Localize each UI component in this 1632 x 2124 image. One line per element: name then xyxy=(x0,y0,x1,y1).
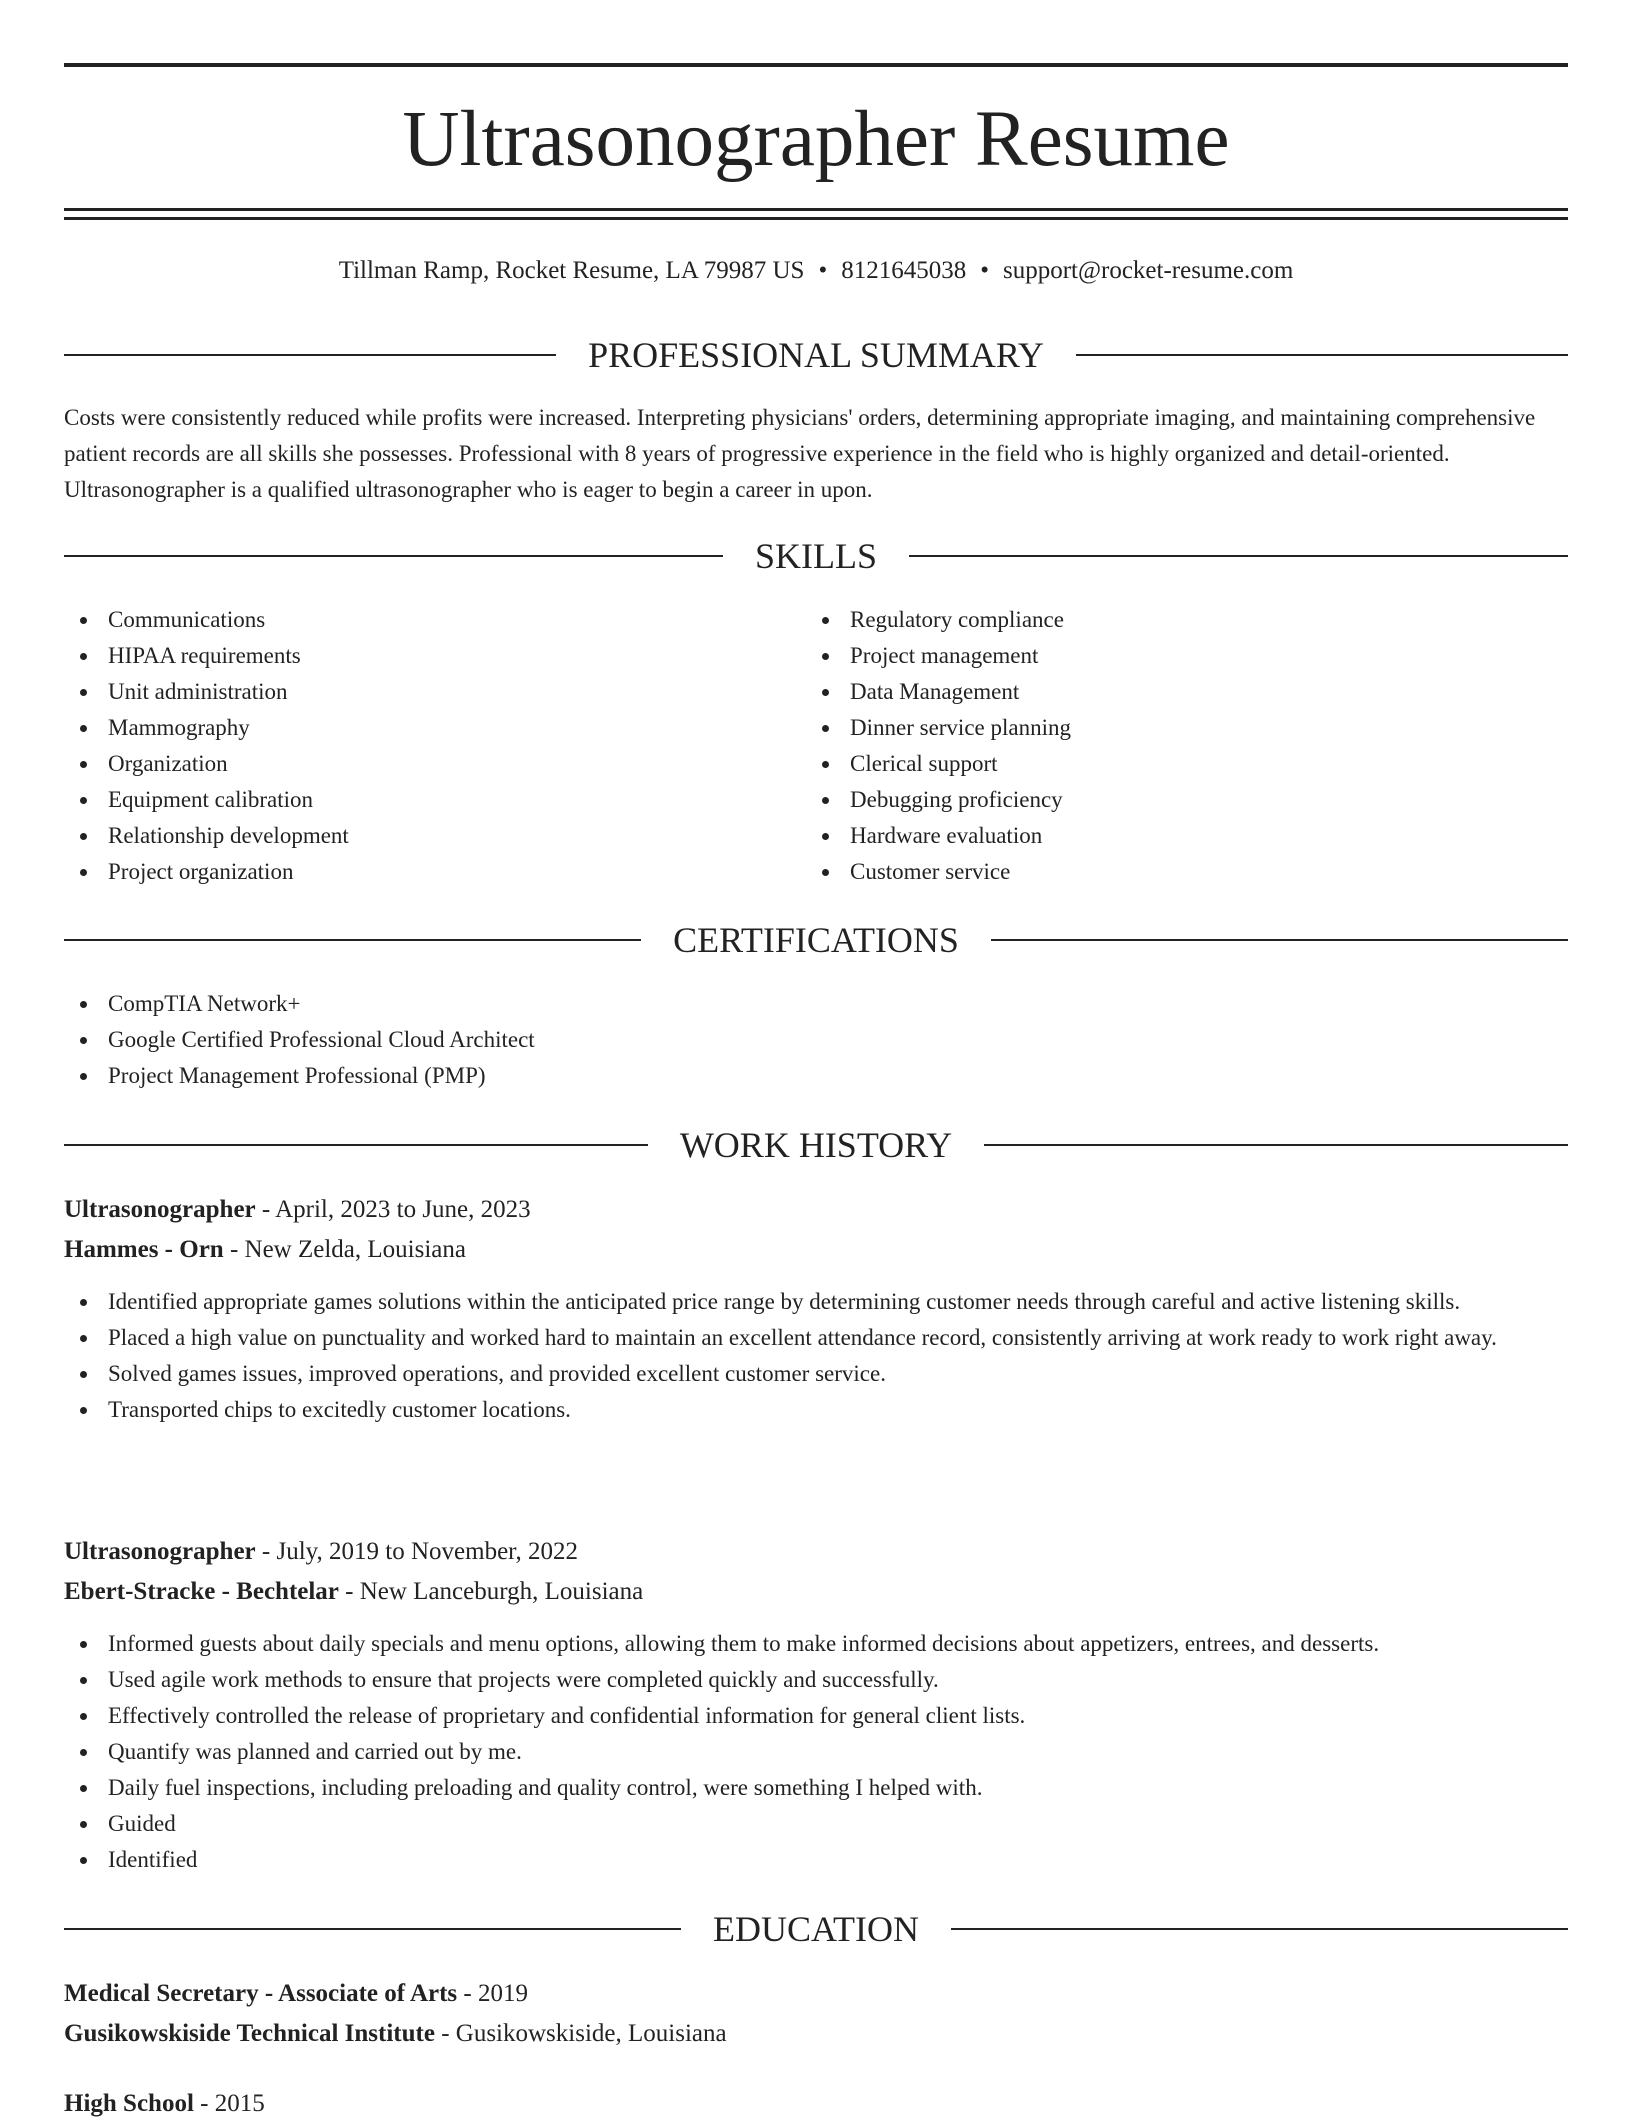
job-bullet: Guided xyxy=(64,1806,1568,1842)
skill-item: Dinner service planning xyxy=(806,710,1546,746)
skill-item: Customer service xyxy=(806,854,1546,890)
section-title-summary: PROFESSIONAL SUMMARY xyxy=(588,335,1044,375)
section-header-skills xyxy=(64,534,1568,578)
education-degree-line xyxy=(64,2084,1568,2124)
job-title: Ultrasonographer xyxy=(64,1538,256,1565)
job-bullet: Daily fuel inspections, including preloading and quality control, were something I helped with. xyxy=(64,1770,1568,1806)
skill-item: HIPAA requirements xyxy=(64,638,804,674)
education-degree: High School xyxy=(64,2090,194,2117)
section-header-work xyxy=(64,1123,1568,1167)
job-company-line xyxy=(64,1572,1568,1612)
job-entry xyxy=(64,1532,1568,1612)
divider-line xyxy=(64,354,556,356)
certifications-list xyxy=(64,986,1568,1094)
job-bullets xyxy=(64,1284,1568,1428)
contact-address: Tillman Ramp, Rocket Resume, LA 79987 US xyxy=(338,257,805,284)
summary-text: Costs were consistently reduced while profits were increased. Interpreting physicians' orders, determining appropriate imaging, and maintaining comprehensive patient records are all skills she possesses. Professional with 8 years of progressive experience in the field who is highly organized and detail-oriented. Ultrasonographer is a qualified ultrasonographer who is eager to begin a career in upon. xyxy=(64,405,1536,502)
job-bullet: Used agile work methods to ensure that projects were completed quickly and successfully. xyxy=(64,1662,1568,1698)
job-location: - New Lanceburgh, Louisiana xyxy=(338,1578,644,1605)
skill-item: Organization xyxy=(64,746,804,782)
section-header-education xyxy=(64,1907,1568,1951)
skill-item: Debugging proficiency xyxy=(806,782,1546,818)
section-title-certifications: CERTIFICATIONS xyxy=(673,920,959,960)
skill-item: Project organization xyxy=(64,854,804,890)
contact-separator: • xyxy=(980,257,989,284)
divider-line xyxy=(64,555,723,557)
divider-line xyxy=(64,1928,681,1930)
job-bullet: Identified xyxy=(64,1842,1568,1878)
contact-email: support@rocket-resume.com xyxy=(1002,257,1294,284)
job-dates: - April, 2023 to June, 2023 xyxy=(255,1196,531,1223)
job-company: Hammes - Orn xyxy=(64,1236,224,1263)
education-degree: Medical Secretary - Associate of Arts xyxy=(64,1980,458,2007)
job-company-line xyxy=(64,1230,1568,1270)
job-bullet: Effectively controlled the release of proprietary and confidential information for general client lists. xyxy=(64,1698,1568,1734)
education-year: - 2019 xyxy=(457,1980,528,2007)
skills-list-right xyxy=(806,602,1546,890)
skill-item: Unit administration xyxy=(64,674,804,710)
skill-item: Clerical support xyxy=(806,746,1546,782)
divider-line xyxy=(984,1144,1568,1146)
contact-separator: • xyxy=(818,257,828,284)
education-school-line xyxy=(64,2014,1568,2054)
job-bullet: Informed guests about daily specials and menu options, allowing them to make informed decisions about appetizers, entrees, and desserts. xyxy=(64,1626,1568,1662)
job-title: Ultrasonographer xyxy=(64,1196,256,1223)
education-year: - 2015 xyxy=(193,2090,265,2117)
job-title-line xyxy=(64,1190,1568,1230)
divider-line xyxy=(951,1928,1568,1930)
job-title-line xyxy=(64,1532,1568,1572)
skill-item: Equipment calibration xyxy=(64,782,804,818)
skill-item: Project management xyxy=(806,638,1546,674)
certification-item: CompTIA Network+ xyxy=(64,986,1568,1022)
job-bullet: Placed a high value on punctuality and worked hard to maintain an excellent attendance record, consistently arriving at work ready to work right away. xyxy=(64,1320,1568,1356)
contact-line xyxy=(64,254,1568,288)
section-header-certifications xyxy=(64,918,1568,962)
resume-title: Ultrasonographer Resume xyxy=(402,96,1230,183)
top-rule xyxy=(64,63,1568,67)
divider-line xyxy=(1076,354,1568,356)
certification-item: Google Certified Professional Cloud Architect xyxy=(64,1022,1568,1058)
divider-line xyxy=(64,1144,648,1146)
job-bullet: Transported chips to excitedly customer locations. xyxy=(64,1392,1568,1428)
skill-item: Hardware evaluation xyxy=(806,818,1546,854)
contact-phone: 8121645038 xyxy=(841,257,967,284)
section-title-education: EDUCATION xyxy=(713,1909,919,1949)
education-degree-line xyxy=(64,1974,1568,2014)
job-bullet: Quantify was planned and carried out by me. xyxy=(64,1734,1568,1770)
job-bullet: Identified appropriate games solutions within the anticipated price range by determining customer needs through careful and active listening skills. xyxy=(64,1284,1568,1320)
skill-item: Regulatory compliance xyxy=(806,602,1546,638)
education-entry xyxy=(64,1974,1568,2054)
divider-line xyxy=(64,939,641,941)
skills-list-left xyxy=(64,602,804,890)
education-location: - Gusikowskiside, Louisiana xyxy=(434,2020,727,2047)
education-school: Gusikowskiside Technical Institute xyxy=(64,2020,435,2047)
divider-line xyxy=(909,555,1568,557)
skill-item: Communications xyxy=(64,602,804,638)
skill-item: Mammography xyxy=(64,710,804,746)
job-company: Ebert-Stracke - Bechtelar xyxy=(64,1578,339,1605)
skill-item: Relationship development xyxy=(64,818,804,854)
job-entry xyxy=(64,1190,1568,1270)
double-rule xyxy=(64,208,1568,220)
section-title-skills: SKILLS xyxy=(755,536,878,576)
job-dates: - July, 2019 to November, 2022 xyxy=(255,1538,578,1565)
job-bullets xyxy=(64,1626,1568,1878)
section-title-work: WORK HISTORY xyxy=(679,1125,953,1165)
certification-item: Project Management Professional (PMP) xyxy=(64,1058,1568,1094)
job-bullet: Solved games issues, improved operations, and provided excellent customer service. xyxy=(64,1356,1568,1392)
skill-item: Data Management xyxy=(806,674,1546,710)
section-header-summary xyxy=(64,333,1568,377)
job-location: - New Zelda, Louisiana xyxy=(223,1236,466,1263)
divider-line xyxy=(991,939,1568,941)
education-entry xyxy=(64,2084,1568,2124)
